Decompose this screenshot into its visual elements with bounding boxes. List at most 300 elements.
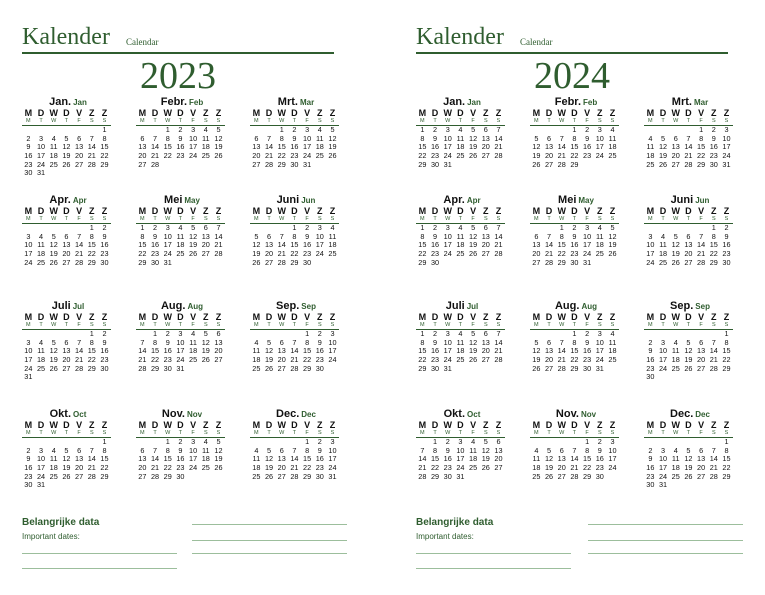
weekday-letter-nl: M	[138, 108, 147, 118]
day-number: 26	[252, 257, 261, 267]
day-number: 17	[443, 346, 452, 356]
day-number: 19	[532, 151, 541, 161]
day-number: 2	[597, 437, 602, 446]
month-day-grid	[22, 207, 114, 267]
weekday-letter-en: W	[669, 118, 682, 126]
month-name-en: Nov	[186, 410, 203, 419]
weekday-letter-nl: Z	[495, 312, 502, 322]
month-name-en: Aug	[187, 302, 203, 311]
day-number: 26	[49, 257, 58, 267]
month-apr	[22, 194, 114, 267]
day-number: 18	[658, 249, 668, 259]
month-name-nl: Jan.	[49, 96, 72, 108]
day-number: 13	[138, 142, 147, 152]
weekday-letter-nl: W	[671, 108, 680, 118]
day-number: 24	[456, 463, 465, 473]
day-number: 16	[315, 454, 324, 464]
month-name-nl: Juni	[670, 194, 694, 206]
weekday-letter-nl: Z	[495, 206, 502, 216]
day-number: 20	[684, 249, 693, 259]
month-oct	[416, 408, 508, 481]
weekday-letter-en: F	[467, 430, 480, 438]
day-number: 17	[583, 240, 592, 250]
weekday-letter-en: F	[187, 322, 200, 330]
month-may	[136, 194, 228, 267]
day-number: 31	[456, 471, 465, 481]
day-number: 21	[494, 142, 503, 152]
day-number: 15	[303, 454, 312, 464]
day-number: 18	[456, 346, 465, 356]
month-day-grid	[644, 109, 736, 169]
month-name-nl: Juli	[445, 300, 465, 312]
day-number: 17	[608, 454, 617, 464]
day-number: 17	[24, 355, 33, 365]
weekday-letter-en: T	[149, 322, 162, 330]
day-number: 5	[547, 445, 552, 455]
day-number: 1	[711, 223, 716, 232]
day-number: 21	[557, 355, 566, 365]
day-number: 25	[658, 257, 668, 267]
day-number: 27	[557, 471, 566, 481]
day-number: 27	[544, 363, 554, 373]
weekday-letter-nl: D	[177, 108, 184, 118]
day-number: 24	[646, 257, 655, 267]
day-number: 24	[443, 151, 452, 161]
day-number: 4	[254, 445, 259, 455]
day-number: 27	[532, 257, 541, 267]
day-number: 10	[443, 337, 452, 347]
day-number: 5	[471, 329, 476, 338]
day-number: 4	[330, 223, 335, 232]
day-number: 5	[610, 223, 615, 232]
day-number: 12	[469, 337, 478, 347]
day-number: 20	[75, 463, 84, 473]
month-nov	[530, 408, 622, 481]
day-number: 14	[557, 346, 566, 356]
weekday-letter-nl: V	[698, 420, 705, 430]
weekday-letter-en: W	[441, 216, 454, 224]
day-number: 9	[648, 346, 653, 356]
day-number: 2	[648, 445, 653, 455]
day-number: 30	[595, 471, 604, 481]
weekday-letter-en: S	[313, 430, 326, 438]
day-number: 12	[481, 445, 490, 455]
day-number: 1	[89, 329, 94, 338]
day-number: 19	[658, 151, 668, 161]
weekday-letter-nl: V	[190, 206, 197, 216]
day-number: 26	[532, 159, 541, 169]
day-number: 18	[456, 240, 465, 250]
day-number: 24	[24, 257, 33, 267]
day-number: 28	[697, 257, 706, 267]
day-number: 16	[100, 240, 109, 250]
day-number: 17	[595, 142, 604, 152]
weekday-letter-nl: D	[659, 206, 667, 216]
day-number: 29	[570, 159, 579, 169]
weekday-letter-nl: D	[545, 420, 553, 430]
weekday-letter-en: M	[136, 118, 149, 126]
weekday-letter-nl: Z	[329, 420, 336, 430]
weekday-letter-en: S	[85, 216, 98, 224]
day-number: 14	[75, 240, 84, 250]
day-number: 3	[317, 223, 322, 232]
weekday-letter-nl: D	[63, 108, 70, 118]
weekday-letter-nl: Z	[483, 206, 489, 216]
day-number: 20	[481, 346, 490, 356]
day-number: 6	[254, 133, 259, 143]
day-number: 3	[26, 231, 31, 241]
day-number: 23	[163, 355, 172, 365]
day-number: 7	[711, 337, 716, 347]
day-number: 27	[201, 249, 210, 259]
month-name-en: Jun	[301, 196, 316, 205]
weekday-letter-en: S	[479, 216, 492, 224]
day-number: 3	[330, 329, 335, 338]
day-number: 17	[456, 454, 465, 464]
weekday-letter-nl: D	[685, 312, 692, 322]
weekday-letter-en: W	[275, 118, 288, 126]
month-name-en: Mar	[693, 98, 709, 107]
day-number: 29	[709, 257, 718, 267]
weekday-letter-en: S	[492, 322, 505, 330]
month-day-grid	[530, 109, 622, 169]
day-number: 20	[138, 151, 147, 161]
calendar-page-2024	[416, 0, 756, 595]
day-number: 9	[178, 133, 183, 143]
day-number: 15	[277, 142, 286, 152]
day-number: 10	[722, 133, 731, 143]
day-number: 14	[570, 454, 579, 464]
weekday-letter-en: S	[98, 322, 111, 330]
day-number: 28	[684, 159, 693, 169]
weekday-letter-nl: W	[557, 312, 566, 322]
weekday-letter-nl: Z	[317, 312, 323, 322]
day-number: 5	[661, 133, 666, 143]
weekday-letter-nl: M	[532, 108, 541, 118]
weekday-letter-en: S	[199, 216, 212, 224]
weekday-letter-nl: D	[659, 312, 667, 322]
day-number: 31	[176, 363, 185, 373]
weekday-letter-nl: V	[190, 312, 197, 322]
day-number: 13	[697, 346, 706, 356]
day-number: 15	[570, 142, 579, 152]
month-may	[530, 194, 622, 267]
day-number: 17	[189, 454, 198, 464]
day-number: 5	[64, 133, 69, 143]
day-number: 21	[544, 249, 554, 259]
day-number: 13	[481, 133, 490, 143]
day-number: 20	[697, 463, 706, 473]
day-number: 3	[39, 445, 44, 455]
day-number: 26	[264, 363, 274, 373]
day-number: 13	[494, 445, 503, 455]
month-day-grid	[250, 421, 342, 481]
weekday-letter-nl: D	[265, 312, 273, 322]
weekday-letter-nl: D	[37, 108, 45, 118]
day-number: 19	[252, 249, 261, 259]
day-number: 28	[150, 159, 160, 169]
day-number: 23	[570, 249, 579, 259]
day-number: 7	[292, 337, 297, 347]
day-number: 21	[264, 151, 274, 161]
month-aug	[136, 300, 228, 373]
day-number: 23	[100, 249, 109, 259]
day-number: 17	[189, 142, 198, 152]
day-number: 7	[153, 133, 158, 143]
day-number: 31	[163, 257, 172, 267]
month-feb	[530, 96, 622, 169]
day-number: 1	[305, 329, 310, 338]
day-number: 2	[648, 337, 653, 347]
day-number: 6	[483, 223, 488, 232]
day-number: 20	[494, 454, 503, 464]
day-number: 27	[214, 355, 223, 365]
day-number: 25	[532, 471, 541, 481]
weekday-letter-en: T	[149, 118, 162, 126]
day-number: 29	[418, 257, 427, 267]
month-name-nl: Okt.	[49, 408, 72, 420]
day-number: 4	[178, 223, 183, 232]
weekday-letter-nl: V	[698, 312, 705, 322]
day-number: 3	[305, 125, 310, 134]
weekday-letter-en: W	[47, 118, 60, 126]
day-number: 16	[583, 142, 592, 152]
page-title: Kalender	[22, 24, 110, 50]
weekday-letter-en: M	[530, 118, 543, 126]
weekday-letter-nl: V	[584, 206, 591, 216]
day-number: 13	[544, 346, 554, 356]
month-name-en: Dec	[695, 410, 710, 419]
day-number: 18	[49, 463, 58, 473]
month-dec	[644, 408, 736, 490]
weekday-letter-en: W	[275, 322, 288, 330]
day-number: 26	[328, 151, 337, 161]
weekday-letter-en: W	[47, 322, 60, 330]
weekday-letter-en: F	[581, 430, 594, 438]
calendar-page-2023	[22, 0, 362, 595]
day-number: 27	[277, 363, 286, 373]
day-number: 22	[570, 151, 579, 161]
day-number: 10	[595, 133, 604, 143]
day-number: 7	[216, 223, 221, 232]
day-number: 24	[328, 355, 337, 365]
day-number: 14	[494, 231, 503, 241]
day-number: 27	[277, 471, 286, 481]
weekday-letter-nl: D	[685, 108, 692, 118]
day-number: 11	[608, 337, 617, 347]
month-mar	[250, 96, 342, 169]
note-line	[192, 524, 347, 525]
day-number: 5	[471, 125, 476, 134]
day-number: 28	[494, 249, 503, 259]
day-number: 7	[420, 445, 425, 455]
day-number: 23	[709, 151, 718, 161]
weekday-letter-nl: D	[457, 206, 464, 216]
weekday-letter-en: T	[657, 322, 670, 330]
day-number: 13	[671, 142, 680, 152]
weekday-letter-nl: Z	[215, 206, 222, 216]
day-number: 22	[557, 249, 566, 259]
weekday-letter-en: T	[657, 118, 670, 126]
day-number: 25	[315, 151, 324, 161]
day-number: 13	[481, 231, 490, 241]
weekday-letter-en: S	[313, 118, 326, 126]
weekday-letter-en: M	[136, 216, 149, 224]
day-number: 1	[572, 125, 577, 134]
day-number: 22	[87, 249, 96, 259]
day-number: 28	[214, 249, 223, 259]
day-number: 16	[290, 142, 299, 152]
day-number: 16	[430, 142, 440, 152]
weekday-letter-en: F	[695, 430, 708, 438]
day-number: 19	[62, 151, 71, 161]
weekday-letter-nl: M	[24, 420, 33, 430]
day-number: 28	[494, 355, 503, 365]
day-number: 3	[597, 329, 602, 338]
day-number: 20	[138, 463, 147, 473]
day-number: 18	[315, 142, 324, 152]
day-number: 7	[279, 231, 284, 241]
day-number: 7	[77, 337, 82, 347]
day-number: 29	[722, 471, 731, 481]
weekday-letter-en: T	[60, 216, 73, 224]
day-number: 10	[36, 454, 46, 464]
day-number: 1	[585, 437, 590, 446]
day-number: 8	[585, 445, 590, 455]
day-number: 3	[39, 133, 44, 143]
weekday-letter-nl: W	[443, 108, 452, 118]
day-number: 19	[264, 355, 274, 365]
weekday-letter-nl: Z	[723, 420, 730, 430]
weekday-letter-nl: Z	[609, 420, 616, 430]
weekday-letter-nl: V	[304, 420, 311, 430]
day-number: 9	[648, 454, 653, 464]
day-number: 13	[75, 142, 84, 152]
weekday-letter-nl: V	[304, 206, 311, 216]
day-number: 25	[469, 463, 478, 473]
weekday-letter-en: S	[593, 216, 606, 224]
weekday-letter-nl: M	[252, 312, 261, 322]
day-number: 12	[62, 142, 71, 152]
month-name-nl: Sep.	[670, 300, 694, 312]
month-jul	[416, 300, 508, 373]
day-number: 19	[264, 463, 274, 473]
day-number: 31	[658, 480, 668, 490]
weekday-letter-en: W	[441, 118, 454, 126]
weekday-letter-nl: Z	[215, 420, 222, 430]
day-number: 12	[658, 142, 668, 152]
day-number: 20	[557, 463, 566, 473]
day-number: 10	[646, 240, 655, 250]
day-number: 6	[547, 133, 552, 143]
day-number: 17	[328, 454, 337, 464]
day-number: 22	[722, 355, 731, 365]
month-name-nl: Mrt.	[277, 96, 298, 108]
day-number: 4	[673, 445, 678, 455]
day-number: 10	[443, 231, 452, 241]
day-number: 4	[471, 437, 476, 446]
month-name-en: Aug	[581, 302, 597, 311]
weekday-letter-nl: Z	[89, 420, 95, 430]
day-number: 8	[420, 231, 425, 241]
day-number: 8	[724, 445, 729, 455]
weekday-letter-en: T	[149, 430, 162, 438]
day-number: 17	[24, 249, 33, 259]
note-line	[22, 568, 177, 569]
day-number: 13	[138, 454, 147, 464]
month-name-en: Jan	[467, 98, 481, 107]
weekday-letter-en: T	[174, 322, 187, 330]
weekday-letter-nl: M	[418, 108, 427, 118]
day-number: 13	[481, 337, 490, 347]
weekday-letter-en: T	[174, 430, 187, 438]
day-number: 23	[595, 463, 604, 473]
weekday-letter-en: T	[263, 216, 276, 224]
day-number: 3	[165, 223, 170, 232]
day-number: 7	[559, 337, 564, 347]
month-name-nl: Nov.	[161, 408, 185, 420]
day-number: 25	[671, 471, 680, 481]
weekday-letter-en: W	[441, 430, 454, 438]
weekday-letter-en: S	[199, 430, 212, 438]
day-number: 11	[189, 337, 197, 347]
month-oct	[22, 408, 114, 490]
day-number: 21	[290, 463, 299, 473]
weekday-letter-en: S	[85, 322, 98, 330]
weekday-letter-nl: V	[304, 108, 311, 118]
month-apr	[416, 194, 508, 267]
month-name-nl: Febr.	[160, 96, 188, 108]
day-number: 21	[697, 249, 706, 259]
month-name-nl: Juli	[51, 300, 71, 312]
day-number: 17	[303, 142, 312, 152]
weekday-letter-en: T	[35, 322, 48, 330]
day-number: 22	[722, 463, 731, 473]
weekday-letter-nl: M	[418, 206, 427, 216]
day-number: 23	[646, 471, 655, 481]
weekday-letter-nl: V	[470, 206, 477, 216]
day-number: 27	[481, 355, 490, 365]
day-number: 19	[469, 142, 478, 152]
weekday-letter-en: F	[187, 216, 200, 224]
day-number: 3	[585, 223, 590, 232]
month-name-en: Jul	[466, 302, 479, 311]
day-number: 21	[150, 151, 160, 161]
month-day-grid	[136, 421, 228, 481]
day-number: 23	[24, 471, 33, 481]
weekday-letter-nl: Z	[495, 108, 502, 118]
day-number: 7	[89, 445, 94, 455]
weekday-letter-nl: D	[457, 108, 464, 118]
weekday-letter-en: F	[695, 216, 708, 224]
day-number: 18	[189, 346, 198, 356]
month-jan	[22, 96, 114, 178]
day-number: 7	[559, 133, 564, 143]
day-number: 6	[64, 231, 69, 241]
weekday-letter-nl: M	[532, 312, 541, 322]
month-feb	[136, 96, 228, 169]
day-number: 26	[684, 363, 693, 373]
weekday-letter-en: W	[669, 322, 682, 330]
weekday-letter-en: S	[199, 118, 212, 126]
day-number: 28	[138, 363, 147, 373]
weekday-letter-nl: D	[265, 108, 273, 118]
month-day-grid	[530, 313, 622, 373]
day-number: 3	[178, 329, 183, 338]
day-number: 20	[481, 142, 490, 152]
day-number: 30	[430, 363, 440, 373]
day-number: 30	[430, 257, 440, 267]
